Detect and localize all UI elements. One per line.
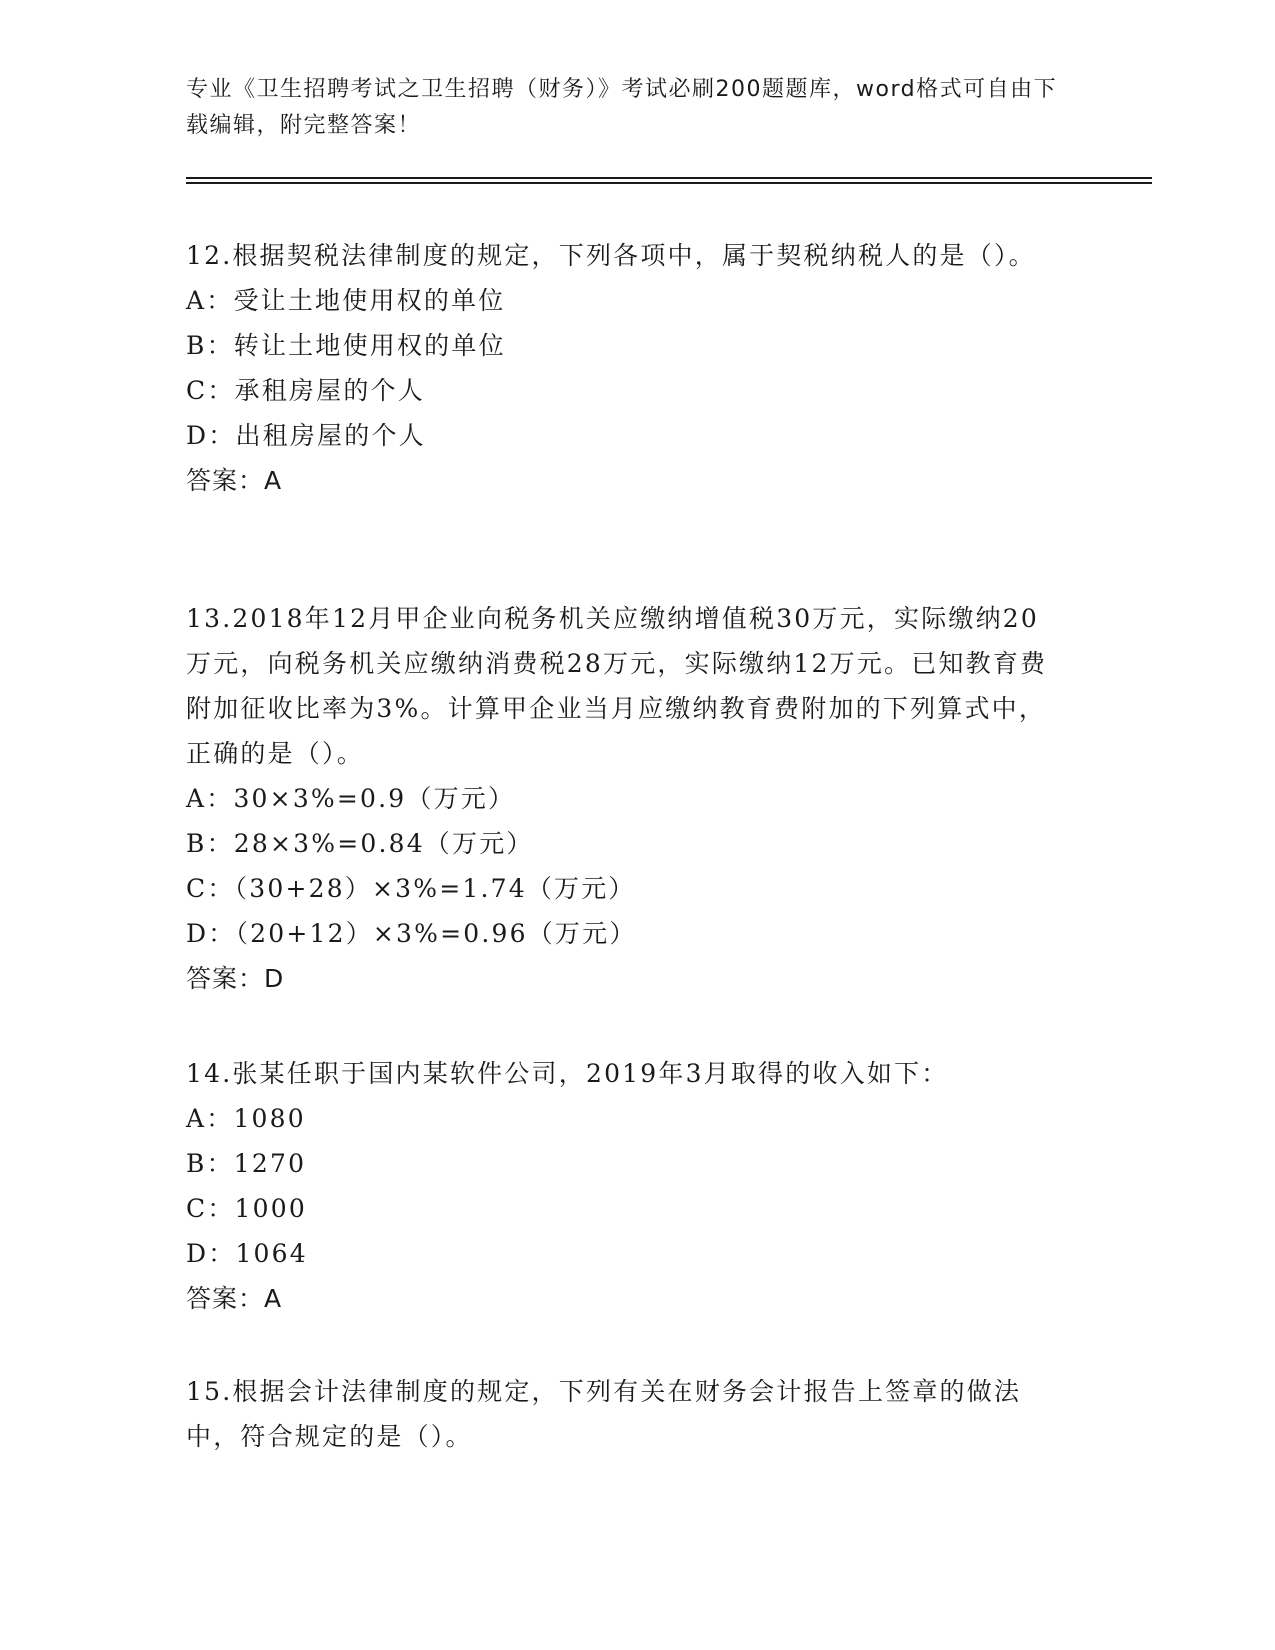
option-c: C：（30+28）×3%=1.74（万元） [186,874,636,903]
question-stem: 14.张某任职于国内某软件公司，2019年3月取得的收入如下： [186,1059,949,1088]
answer: 答案：A [186,466,283,495]
question-14 [186,1051,1066,1321]
header-divider-bottom [186,182,1152,184]
option-d: D：出租房屋的个人 [186,421,426,450]
answer: 答案：D [186,964,285,993]
option-a: A：受让土地使用权的单位 [186,286,506,315]
option-a: A：1080 [186,1104,306,1133]
option-d: D：1064 [186,1239,308,1268]
document-header: 专业《卫生招聘考试之卫生招聘（财务）》考试必刷200题题库，word格式可自由下载编辑，附完整答案！ [186,77,1058,138]
option-c: C：承租房屋的个人 [186,376,425,405]
option-b: B：1270 [186,1149,307,1178]
option-b: B：转让土地使用权的单位 [186,331,506,360]
answer: 答案：A [186,1284,283,1313]
question-stem: 12.根据契税法律制度的规定，下列各项中，属于契税纳税人的是（）。 [186,241,1036,270]
question-13 [186,596,1066,1001]
question-15 [186,1369,1066,1459]
question-stem: 13.2018年12月甲企业向税务机关应缴纳增值税30万元，实际缴纳20万元，向税务机关应缴纳消费税28万元，实际缴纳12万元。已知教育费附加征收比率为3%。计算甲企业当月应缴纳教育费附加的下列算式中，正确的是（）。 [186,604,1048,768]
option-a: A：30×3%=0.9（万元） [186,784,516,813]
question-12 [186,233,1066,503]
option-b: B：28×3%=0.84（万元） [186,829,534,858]
option-d: D：（20+12）×3%=0.96（万元） [186,919,637,948]
option-c: C：1000 [186,1194,307,1223]
header-divider-top [186,177,1152,179]
question-stem: 15.根据会计法律制度的规定，下列有关在财务会计报告上签章的做法中，符合规定的是（）。 [186,1377,1022,1451]
